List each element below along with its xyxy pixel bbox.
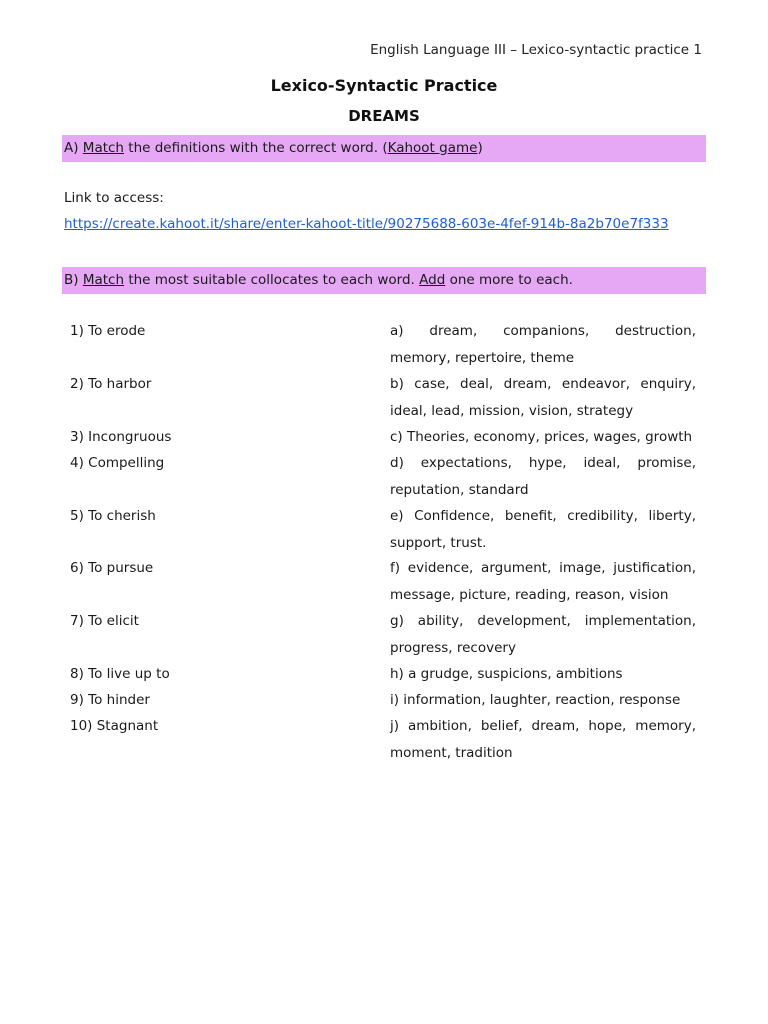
collocates: d) expectations, hype, ideal, promise, reputation, standard xyxy=(390,455,696,498)
term: 9) To hinder xyxy=(70,692,150,708)
section-b-verb-match: Match xyxy=(82,272,125,288)
term: 3) Incongruous xyxy=(70,429,172,445)
collocates: i) information, laughter, reaction, response xyxy=(390,692,681,708)
collocates: j) ambition, belief, dream, hope, memory, moment, tradition xyxy=(390,718,696,761)
collocates: b) case, deal, dream, endeavor, enquiry, ideal, lead, mission, vision, strategy xyxy=(390,376,696,419)
section-a-text: the definitions with the correct word. ( xyxy=(124,140,388,156)
course-header: English Language III – Lexico-syntactic practice 1 xyxy=(370,42,702,58)
section-a-verb: Match xyxy=(82,140,124,156)
section-a-instruction xyxy=(62,135,706,162)
collocates: a) dream, companions, destruction, memory, repertoire, theme xyxy=(390,323,696,366)
access-label: Link to access: xyxy=(64,190,164,206)
collocates: g) ability, development, implementation, progress, recovery xyxy=(390,613,696,656)
kahoot-game-link[interactable]: Kahoot game xyxy=(387,140,478,156)
term: 5) To cherish xyxy=(70,508,156,524)
term: 8) To live up to xyxy=(70,666,170,682)
section-b-text2: one more to each. xyxy=(445,272,573,288)
term: 10) Stagnant xyxy=(70,718,159,734)
page-title: Lexico-Syntactic Practice xyxy=(270,76,498,95)
term: 2) To harbor xyxy=(70,376,152,392)
section-b-instruction xyxy=(62,267,706,294)
section-b-text1: the most suitable collocates to each word. xyxy=(124,272,420,288)
section-a-prefix: A) xyxy=(64,140,83,156)
collocates: c) Theories, economy, prices, wages, growth xyxy=(390,429,693,445)
section-a-suffix: ) xyxy=(477,140,483,156)
collocates: h) a grudge, suspicions, ambitions xyxy=(390,666,623,682)
section-b-prefix: B) xyxy=(64,272,83,288)
kahoot-url-link[interactable]: https://create.kahoot.it/share/enter-kahoot-title/90275688-603e-4fef-914b-8a2b70e7f333 xyxy=(64,216,669,232)
term: 6) To pursue xyxy=(70,560,154,576)
term: 4) Compelling xyxy=(70,455,165,471)
term: 7) To elicit xyxy=(70,613,139,629)
term: 1) To erode xyxy=(70,323,146,339)
page-subtitle: DREAMS xyxy=(348,107,420,125)
section-b-verb-add: Add xyxy=(419,272,446,288)
collocates: f) evidence, argument, image, justification, message, picture, reading, reason, vision xyxy=(390,560,696,603)
collocates: e) Confidence, benefit, credibility, liberty, support, trust. xyxy=(390,508,696,551)
